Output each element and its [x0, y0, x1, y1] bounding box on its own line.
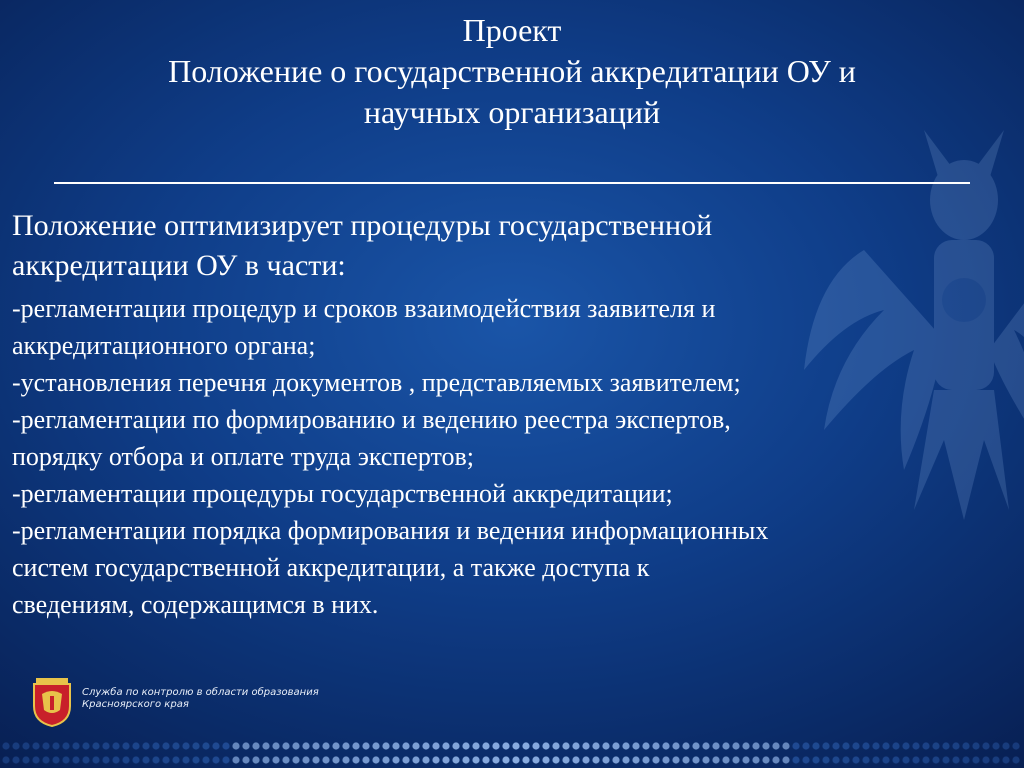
list-item	[12, 401, 1012, 475]
decorative-dot	[312, 756, 319, 763]
decorative-dot	[402, 742, 409, 749]
decorative-dot	[1002, 742, 1009, 749]
decorative-dot	[842, 742, 849, 749]
decorative-dot	[272, 756, 279, 763]
list-item-line: -установления перечня документов , представляемых заявителем;	[12, 368, 741, 397]
decorative-dot	[52, 756, 59, 763]
decorative-dot	[772, 756, 779, 763]
decorative-dot	[32, 756, 39, 763]
title-line: научных организаций	[363, 94, 661, 130]
decorative-dot	[562, 742, 569, 749]
decorative-dot	[782, 756, 789, 763]
decorative-dot	[242, 742, 249, 749]
decorative-dot	[412, 742, 419, 749]
decorative-dot	[72, 742, 79, 749]
decorative-dot-row	[0, 740, 1024, 768]
decorative-dot	[982, 756, 989, 763]
decorative-dot	[572, 756, 579, 763]
decorative-dot	[892, 742, 899, 749]
footer-org-line: Красноярского края	[82, 699, 189, 710]
decorative-dot	[212, 742, 219, 749]
decorative-dot	[762, 756, 769, 763]
decorative-dot	[392, 756, 399, 763]
decorative-dot	[142, 742, 149, 749]
decorative-dot	[222, 756, 229, 763]
decorative-dot	[512, 742, 519, 749]
decorative-dot	[182, 742, 189, 749]
decorative-dot	[52, 742, 59, 749]
decorative-dot	[492, 756, 499, 763]
decorative-dot	[12, 756, 19, 763]
decorative-dot	[522, 756, 529, 763]
decorative-dot	[192, 756, 199, 763]
decorative-dot	[342, 742, 349, 749]
decorative-dot	[732, 756, 739, 763]
slide-title	[0, 10, 1024, 133]
decorative-dot	[12, 742, 19, 749]
decorative-dot	[372, 742, 379, 749]
title-divider	[54, 182, 970, 184]
decorative-dot	[752, 742, 759, 749]
decorative-dot	[452, 742, 459, 749]
decorative-dot	[652, 756, 659, 763]
decorative-dot	[292, 742, 299, 749]
decorative-dot	[162, 756, 169, 763]
item-list	[12, 290, 1012, 623]
decorative-dot	[612, 742, 619, 749]
decorative-dot	[742, 742, 749, 749]
decorative-dot	[712, 756, 719, 763]
decorative-dot	[522, 742, 529, 749]
decorative-dot	[972, 756, 979, 763]
list-item-line: -регламентации процедуры государственной аккредитации;	[12, 479, 673, 508]
decorative-dot	[242, 756, 249, 763]
decorative-dot	[302, 742, 309, 749]
decorative-dot	[462, 756, 469, 763]
decorative-dot	[872, 742, 879, 749]
decorative-dot	[1012, 756, 1019, 763]
slide-body	[12, 206, 1012, 623]
decorative-dot	[792, 756, 799, 763]
decorative-dot	[152, 742, 159, 749]
decorative-dot	[552, 742, 559, 749]
decorative-dot	[262, 756, 269, 763]
title-line: Положение о государственной аккредитации ОУ и	[168, 53, 856, 89]
decorative-dot	[422, 742, 429, 749]
decorative-dot	[862, 756, 869, 763]
decorative-dot	[312, 742, 319, 749]
decorative-dot	[432, 742, 439, 749]
decorative-dot	[412, 756, 419, 763]
decorative-dot	[802, 742, 809, 749]
decorative-dot	[432, 756, 439, 763]
decorative-dot	[202, 742, 209, 749]
decorative-dot	[162, 742, 169, 749]
decorative-dot	[362, 756, 369, 763]
decorative-dot	[922, 756, 929, 763]
decorative-dot	[482, 742, 489, 749]
decorative-dot	[842, 756, 849, 763]
list-item	[12, 475, 1012, 512]
decorative-dot	[962, 742, 969, 749]
decorative-dot	[322, 756, 329, 763]
decorative-dot	[882, 742, 889, 749]
decorative-dot	[892, 756, 899, 763]
decorative-dot	[382, 756, 389, 763]
list-item-line: -регламентации процедур и сроков взаимодействия заявителя и	[12, 294, 716, 323]
decorative-dot	[802, 756, 809, 763]
decorative-dot	[82, 756, 89, 763]
decorative-dot	[202, 756, 209, 763]
decorative-dot	[2, 756, 9, 763]
decorative-dot	[742, 756, 749, 763]
decorative-dot	[792, 742, 799, 749]
decorative-dot	[292, 756, 299, 763]
decorative-dot	[572, 742, 579, 749]
list-item-line: систем государственной аккредитации, а также доступа к	[12, 553, 650, 582]
decorative-dot	[592, 756, 599, 763]
decorative-dot	[642, 756, 649, 763]
list-item-line: -регламентации порядка формирования и ведения информационных	[12, 516, 769, 545]
decorative-dot	[372, 756, 379, 763]
decorative-dot	[332, 756, 339, 763]
decorative-dot	[502, 756, 509, 763]
decorative-dot	[302, 756, 309, 763]
decorative-dot	[682, 756, 689, 763]
footer-org-line: Служба по контролю в области образования	[82, 687, 319, 698]
decorative-dot	[112, 742, 119, 749]
decorative-dot	[932, 742, 939, 749]
decorative-dot	[692, 742, 699, 749]
decorative-dot	[322, 742, 329, 749]
decorative-dot	[442, 742, 449, 749]
decorative-dot	[962, 756, 969, 763]
decorative-dot	[102, 756, 109, 763]
decorative-dot	[142, 756, 149, 763]
lead-paragraph	[12, 206, 1012, 286]
decorative-dot	[482, 756, 489, 763]
decorative-dot	[342, 756, 349, 763]
decorative-dot	[692, 756, 699, 763]
decorative-dot	[492, 742, 499, 749]
decorative-dot	[872, 756, 879, 763]
decorative-dot	[532, 756, 539, 763]
decorative-dot	[972, 742, 979, 749]
decorative-dot	[152, 756, 159, 763]
decorative-dot	[542, 756, 549, 763]
decorative-dot	[182, 756, 189, 763]
decorative-dot	[672, 756, 679, 763]
list-item	[12, 290, 1012, 364]
decorative-dot	[232, 742, 239, 749]
decorative-dot	[652, 742, 659, 749]
title-line: Проект	[462, 12, 562, 48]
decorative-dot	[222, 742, 229, 749]
decorative-dot	[942, 742, 949, 749]
decorative-dot	[762, 742, 769, 749]
decorative-dot	[612, 756, 619, 763]
decorative-dot	[772, 742, 779, 749]
decorative-dot	[172, 742, 179, 749]
decorative-dot	[102, 742, 109, 749]
decorative-dot	[402, 756, 409, 763]
decorative-dot	[92, 742, 99, 749]
decorative-dot	[662, 756, 669, 763]
decorative-dot	[632, 756, 639, 763]
decorative-dot	[852, 742, 859, 749]
decorative-dot	[332, 742, 339, 749]
decorative-dot	[552, 756, 559, 763]
decorative-dot	[752, 756, 759, 763]
decorative-dot	[132, 742, 139, 749]
decorative-dot	[882, 756, 889, 763]
lead-line: аккредитации ОУ в части:	[12, 249, 346, 282]
decorative-dot	[722, 742, 729, 749]
list-item-line: -регламентации по формированию и ведению реестра экспертов,	[12, 405, 731, 434]
decorative-dot	[732, 742, 739, 749]
decorative-dot	[912, 742, 919, 749]
decorative-dot	[122, 742, 129, 749]
list-item-line: порядку отбора и оплате труда экспертов;	[12, 442, 475, 471]
decorative-dot	[252, 742, 259, 749]
decorative-dot	[952, 742, 959, 749]
decorative-dot	[932, 756, 939, 763]
decorative-dot	[422, 756, 429, 763]
decorative-dot	[512, 756, 519, 763]
list-item-line: сведениям, содержащимся в них.	[12, 590, 379, 619]
decorative-dot	[382, 742, 389, 749]
decorative-dot	[832, 756, 839, 763]
decorative-dot	[782, 742, 789, 749]
list-item-line: аккредитационного органа;	[12, 331, 316, 360]
decorative-dot	[1012, 742, 1019, 749]
footer-organization	[82, 687, 319, 711]
decorative-dot	[22, 756, 29, 763]
lead-line: Положение оптимизирует процедуры государственной	[12, 209, 713, 242]
decorative-dot	[132, 756, 139, 763]
decorative-dot	[582, 756, 589, 763]
decorative-dot	[282, 742, 289, 749]
decorative-dot	[1002, 756, 1009, 763]
decorative-dot	[602, 756, 609, 763]
decorative-dot	[502, 742, 509, 749]
decorative-dot	[822, 756, 829, 763]
decorative-dot	[582, 742, 589, 749]
decorative-dot	[282, 756, 289, 763]
decorative-dot	[82, 742, 89, 749]
decorative-dot	[62, 756, 69, 763]
decorative-dot	[192, 742, 199, 749]
decorative-dot	[42, 742, 49, 749]
decorative-dot	[812, 756, 819, 763]
decorative-dot	[632, 742, 639, 749]
decorative-dot	[622, 742, 629, 749]
decorative-dot	[542, 742, 549, 749]
decorative-dot	[352, 742, 359, 749]
decorative-dot	[532, 742, 539, 749]
decorative-dot	[112, 756, 119, 763]
decorative-dot	[662, 742, 669, 749]
decorative-dot	[42, 756, 49, 763]
decorative-dot	[602, 742, 609, 749]
decorative-dot	[702, 742, 709, 749]
decorative-dot	[592, 742, 599, 749]
decorative-dot	[912, 756, 919, 763]
decorative-dot	[22, 742, 29, 749]
decorative-dot	[392, 742, 399, 749]
decorative-dot	[352, 756, 359, 763]
decorative-dot	[982, 742, 989, 749]
decorative-dot	[232, 756, 239, 763]
decorative-dot	[942, 756, 949, 763]
decorative-dot	[362, 742, 369, 749]
decorative-dot	[992, 742, 999, 749]
decorative-dot	[812, 742, 819, 749]
decorative-dot	[72, 756, 79, 763]
decorative-dot	[472, 742, 479, 749]
decorative-dot	[122, 756, 129, 763]
decorative-dot	[682, 742, 689, 749]
decorative-dot	[712, 742, 719, 749]
decorative-dot	[902, 756, 909, 763]
decorative-dot	[262, 742, 269, 749]
decorative-dot	[452, 756, 459, 763]
decorative-dot	[952, 756, 959, 763]
decorative-dot	[272, 742, 279, 749]
decorative-dot	[672, 742, 679, 749]
decorative-dot	[862, 742, 869, 749]
decorative-dot	[722, 756, 729, 763]
decorative-dot	[642, 742, 649, 749]
decorative-dot	[472, 756, 479, 763]
decorative-dot	[32, 742, 39, 749]
list-item	[12, 512, 1012, 623]
decorative-dot	[832, 742, 839, 749]
decorative-dot	[562, 756, 569, 763]
krasnoyarsk-coat-of-arms-icon	[30, 676, 74, 728]
decorative-dot	[822, 742, 829, 749]
decorative-dot	[852, 756, 859, 763]
decorative-dot	[902, 742, 909, 749]
decorative-dot	[172, 756, 179, 763]
decorative-dot	[702, 756, 709, 763]
decorative-dot	[2, 742, 9, 749]
decorative-dot	[622, 756, 629, 763]
decorative-dot	[992, 756, 999, 763]
decorative-dot	[92, 756, 99, 763]
decorative-dot	[252, 756, 259, 763]
decorative-dot	[62, 742, 69, 749]
decorative-dot	[922, 742, 929, 749]
decorative-dot	[212, 756, 219, 763]
list-item	[12, 364, 1012, 401]
decorative-dot	[462, 742, 469, 749]
decorative-dot	[442, 756, 449, 763]
